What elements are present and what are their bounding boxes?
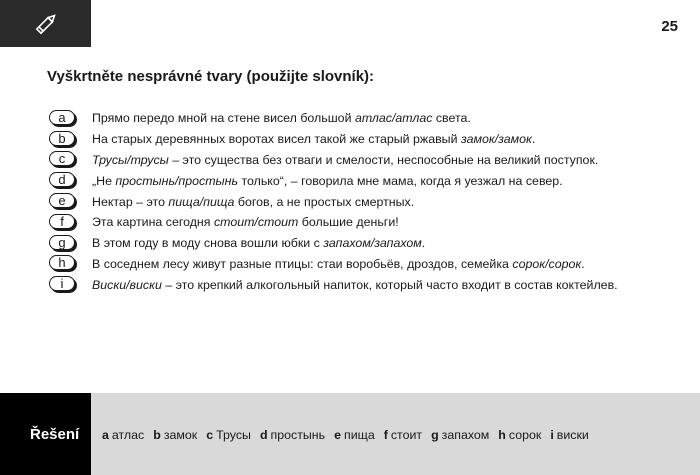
exercise-item bbox=[49, 150, 689, 171]
solution-letter: b bbox=[153, 428, 161, 442]
exercise-item bbox=[49, 254, 689, 275]
corner-box bbox=[0, 0, 91, 47]
item-sentence bbox=[92, 278, 618, 292]
item-sentence bbox=[92, 257, 585, 271]
exercise-item bbox=[49, 108, 689, 129]
item-letter: h bbox=[49, 255, 75, 270]
solution-word: простынь bbox=[270, 428, 326, 442]
word-choice: сорок/сорок bbox=[512, 256, 582, 271]
exercise-heading: Vyškrtněte nesprávné tvary (použijte slovník): bbox=[47, 68, 375, 85]
item-letter: a bbox=[49, 110, 75, 125]
item-letter-badge bbox=[49, 110, 77, 127]
word-choice: пища/пища bbox=[168, 194, 235, 209]
sentence-text: . bbox=[531, 132, 536, 147]
word-choice: атлас bbox=[354, 111, 392, 126]
solution-letter: e bbox=[334, 428, 341, 442]
item-sentence bbox=[92, 236, 425, 250]
solution-letter: c bbox=[206, 428, 214, 442]
item-letter-badge bbox=[49, 172, 77, 189]
item-letter: i bbox=[49, 276, 75, 291]
solution-letter: a bbox=[102, 428, 109, 442]
item-sentence bbox=[92, 111, 471, 125]
solution-letter: d bbox=[259, 428, 268, 442]
sentence-text: света. bbox=[432, 111, 471, 126]
item-sentence bbox=[92, 174, 563, 188]
word-choice: атлас bbox=[395, 111, 433, 126]
item-sentence bbox=[92, 215, 399, 229]
word-choice: Виски/виски bbox=[92, 277, 162, 292]
exercise-item bbox=[49, 212, 689, 233]
solution-word: пища bbox=[344, 428, 375, 442]
sentence-text: В соседнем лесу живут разные птицы: стаи воробьёв, дроздов, семейка bbox=[92, 256, 513, 271]
sentence-text: только“, – говорила мне мама, когда я уезжал на север. bbox=[238, 173, 563, 188]
solution-word: замок bbox=[163, 428, 198, 442]
item-letter: g bbox=[49, 235, 75, 250]
sentence-text: – это существа без отваги и смелости, неспособные на великий поступок. bbox=[168, 152, 599, 167]
item-letter: d bbox=[49, 172, 75, 187]
item-letter: b bbox=[49, 131, 75, 146]
page-number: 25 bbox=[661, 18, 678, 35]
sentence-text: Нектар – это bbox=[92, 194, 169, 209]
sentence-text: Эта картина сегодня bbox=[92, 215, 214, 230]
exercise-item bbox=[49, 233, 689, 254]
solution-item bbox=[206, 428, 251, 442]
solution-item bbox=[102, 428, 144, 442]
word-choice: / bbox=[391, 111, 396, 126]
item-sentence bbox=[92, 195, 414, 209]
item-sentence bbox=[92, 132, 535, 146]
sentence-text: На старых деревянных воротах висел такой же старый ржавый bbox=[92, 132, 461, 147]
solution-word: атлас bbox=[111, 428, 145, 442]
exercise-item bbox=[49, 170, 689, 191]
sentence-text: . bbox=[421, 236, 426, 251]
exercise-list bbox=[49, 108, 689, 295]
item-letter-badge bbox=[49, 235, 77, 252]
item-letter: c bbox=[49, 151, 75, 166]
sentence-text: Прямо передо мной на стене висел большой bbox=[92, 111, 355, 126]
item-letter-badge bbox=[49, 214, 77, 231]
sentence-text: „Не bbox=[92, 173, 116, 188]
solution-word: Трусы bbox=[216, 428, 251, 442]
solution-letter: g bbox=[431, 428, 439, 442]
item-letter-badge bbox=[49, 131, 77, 148]
solution-letter: f bbox=[383, 428, 388, 442]
item-letter: f bbox=[49, 214, 75, 229]
item-letter-badge bbox=[49, 151, 77, 168]
word-choice: стоит/стоит bbox=[213, 215, 299, 230]
exercise-item bbox=[49, 274, 689, 295]
item-sentence bbox=[92, 153, 598, 167]
word-choice: запахом/запахом bbox=[323, 236, 422, 251]
solution-item bbox=[384, 428, 422, 442]
pencil-icon bbox=[31, 9, 61, 39]
solution-letter: i bbox=[550, 428, 554, 442]
solution-title: Řešení bbox=[30, 426, 80, 443]
solution-word: сорок bbox=[508, 428, 542, 442]
item-letter-badge bbox=[49, 276, 77, 293]
solution-word: стоит bbox=[390, 428, 423, 442]
solution-item bbox=[260, 428, 325, 442]
solution-item bbox=[550, 428, 589, 442]
solution-letter: h bbox=[498, 428, 506, 442]
exercise-item bbox=[49, 129, 689, 150]
solution-item bbox=[153, 428, 197, 442]
sentence-text: богов, а не простых смертных. bbox=[234, 194, 415, 209]
sentence-text: . bbox=[581, 256, 585, 271]
item-letter-badge bbox=[49, 255, 77, 272]
solution-item bbox=[334, 428, 375, 442]
word-choice: простынь/простынь bbox=[115, 173, 239, 188]
word-choice: замок/замок bbox=[460, 132, 532, 147]
item-letter: e bbox=[49, 193, 75, 208]
word-choice: Трусы/трусы bbox=[92, 152, 169, 167]
sentence-text: большие деньги! bbox=[298, 215, 399, 230]
sentence-text: В этом году в моду снова вошли юбки с bbox=[92, 236, 324, 251]
sentence-text: – это крепкий алкогольный напиток, который часто входит в состав коктейлев. bbox=[161, 277, 618, 292]
solution-item bbox=[498, 428, 541, 442]
item-letter-badge bbox=[49, 193, 77, 210]
solution-word: запахом bbox=[441, 428, 490, 442]
solution-item bbox=[431, 428, 489, 442]
exercise-item bbox=[49, 191, 689, 212]
solution-word: виски bbox=[556, 428, 589, 442]
solution-list bbox=[102, 428, 598, 442]
